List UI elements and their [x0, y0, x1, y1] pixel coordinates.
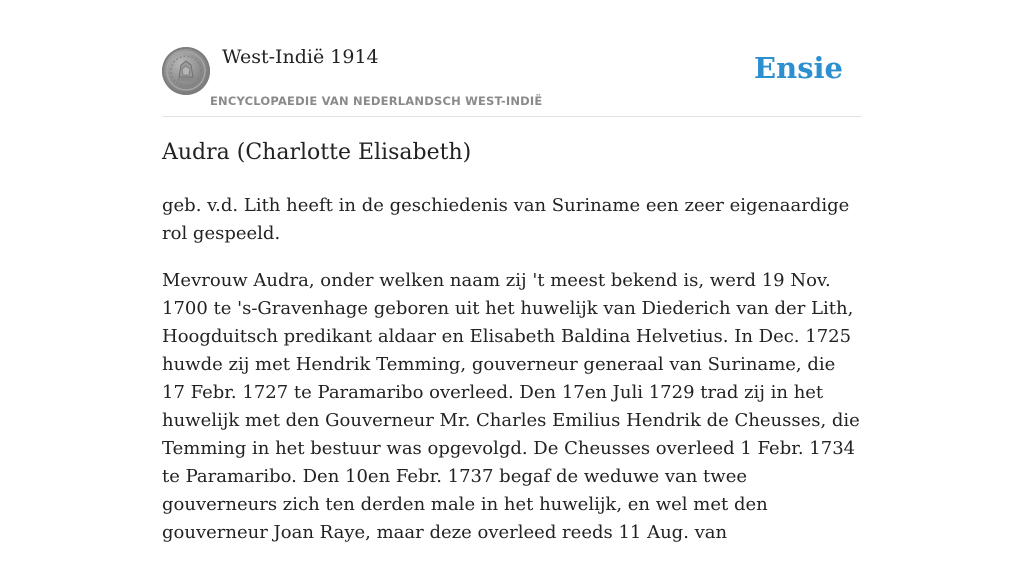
article-body	[162, 192, 862, 566]
ensie-brand-link[interactable]: Ensie	[754, 51, 843, 85]
article-paragraph: Mevrouw Audra, onder welken naam zij 't meest bekend is, werd 19 Nov. 1700 te 's-Gravenhage geboren uit het huwelijk van Diederich van der Lith, Hoogduitsch predikant aldaar en Elisabeth Baldina Helvetius. In Dec. 1725 huwde zij met Hendrik Temming, gouverneur generaal van Suriname, die 17 Febr. 1727 te Paramaribo overleed. Den 17en Juli 1729 trad zij in het huwelijk met den Gouverneur Mr. Charles Emilius Hendrik de Cheusses, die Temming in het bestuur was opgevolgd. De Cheusses overleed 1 Febr. 1734 te Paramaribo. Den 10en Febr. 1737 begaf de weduwe van twee gouverneurs zich ten derden male in het huwelijk, en wel met den gouverneur Joan Raye, maar deze overleed reeds 11 Aug. van	[162, 270, 860, 543]
seal-emblem-icon	[162, 47, 210, 95]
seal-logo-icon[interactable]	[162, 47, 210, 95]
article-paragraph: geb. v.d. Lith heeft in de geschiedenis van Suriname een zeer eigenaardige rol gespeeld.	[162, 195, 850, 244]
site-title[interactable]: West-Indië 1914	[222, 46, 379, 68]
page	[162, 0, 862, 543]
article-title: Audra (Charlotte Elisabeth)	[162, 140, 472, 165]
site-subtitle: ENCYCLOPAEDIE VAN NEDERLANDSCH WEST-INDIË	[210, 94, 543, 108]
site-header	[162, 0, 862, 117]
